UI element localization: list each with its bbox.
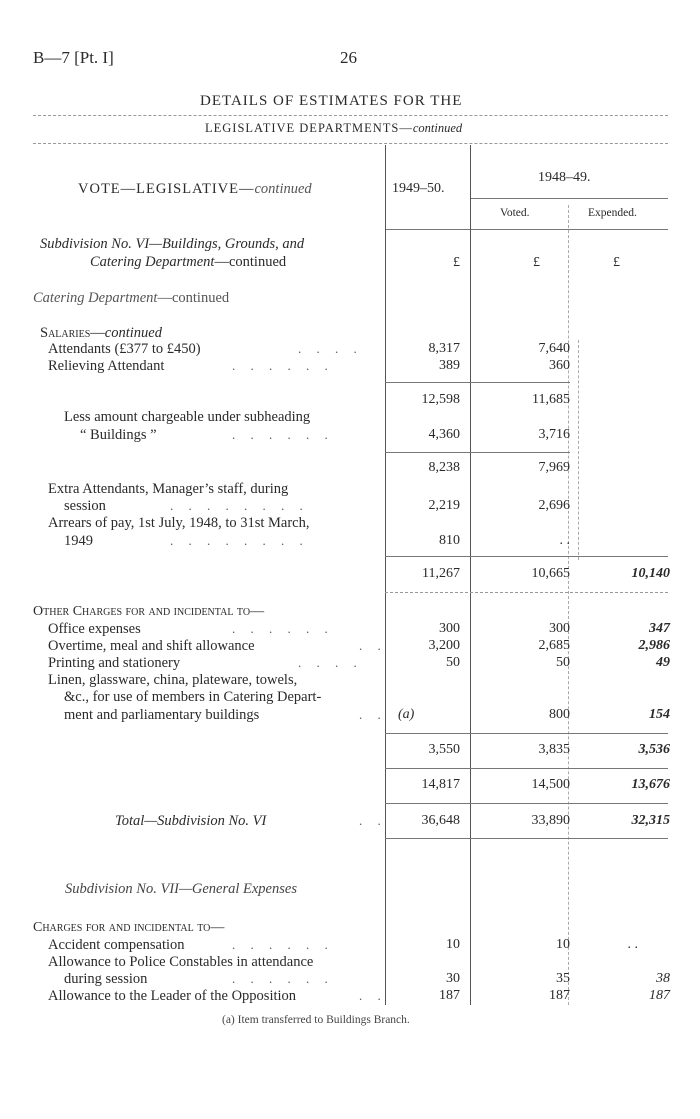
col-1948-header: 1948–49. [538, 170, 591, 185]
section-heading: Catering Department—continued [33, 290, 230, 306]
currency-symbol: £ [533, 255, 540, 270]
page-subtitle: LEGISLATIVE DEPARTMENTS—continued [205, 121, 463, 135]
divider [33, 115, 668, 116]
currency-symbol: £ [613, 255, 620, 270]
col-expended-header: Expended. [588, 207, 637, 219]
leader-dots: . . [359, 813, 387, 828]
column-rule [470, 145, 471, 1005]
row-label: 1949 [64, 533, 93, 549]
subdivision-heading: Subdivision No. VI—Buildings, Grounds, and [40, 236, 305, 252]
page-number: 26 [340, 48, 357, 67]
footnote: (a) Item transferred to Buildings Branch. [222, 1014, 410, 1026]
cell-1949: 8,238 [428, 460, 460, 475]
cell-voted: 33,890 [531, 813, 570, 828]
cell-1949: 187 [439, 988, 460, 1003]
cell-1949: 4,360 [428, 427, 460, 442]
total-label: Total—Subdivision No. VI [115, 813, 267, 829]
cell-expended: 32,315 [631, 813, 670, 828]
cell-1949: 11,267 [422, 566, 460, 581]
cell-voted: 187 [549, 988, 570, 1003]
row-label: ment and parliamentary buildings [64, 707, 260, 723]
cell-voted: . . [559, 533, 570, 548]
vote-heading: VOTE—LEGISLATIVE—continued [78, 181, 312, 197]
divider [385, 592, 668, 593]
cell-1949: 14,817 [421, 777, 460, 792]
leader-dots: . . . . . . [232, 971, 334, 986]
row-label: Extra Attendants, Manager’s staff, during [48, 481, 289, 497]
row-label: “ Buildings ” [80, 427, 157, 443]
leader-dots: . . . . . . . . [170, 498, 309, 513]
cell-voted: 10,665 [531, 566, 570, 581]
cell-voted: 14,500 [531, 777, 570, 792]
leader-dots: . . [359, 988, 387, 1003]
col-1949-header: 1949–50. [392, 181, 445, 196]
cell-1949: 810 [439, 533, 460, 548]
cell-voted: 11,685 [532, 392, 570, 407]
leader-dots: . . . . . . [232, 427, 334, 442]
row-label: Overtime, meal and shift allowance [48, 638, 255, 654]
row-label: Printing and stationery [48, 655, 181, 671]
row-label: Attendants (£377 to £450) [48, 341, 201, 357]
cell-1949: 389 [439, 358, 460, 373]
row-label: session [64, 498, 106, 514]
col-voted-header: Voted. [500, 207, 530, 219]
cell-voted: 360 [549, 358, 570, 373]
cell-expended: 2,986 [638, 638, 670, 653]
cell-expended: 13,676 [631, 777, 670, 792]
divider [385, 382, 570, 383]
cell-expended: 3,536 [638, 742, 670, 757]
cell-voted: 10 [556, 937, 570, 952]
column-rule [568, 205, 569, 1005]
group-heading: Other Charges for and incidental to— [33, 604, 265, 619]
cell-expended: 10,140 [631, 566, 670, 581]
cell-1949: (a) [398, 707, 415, 722]
divider [385, 229, 668, 230]
leader-dots: . . [359, 707, 387, 722]
subdivision-heading: Subdivision No. VII—General Expenses [65, 881, 297, 897]
row-label: Arrears of pay, 1st July, 1948, to 31st March, [48, 515, 310, 531]
cell-voted: 3,835 [538, 742, 570, 757]
leader-dots: . . . . [298, 341, 363, 356]
divider [385, 803, 668, 804]
divider [385, 733, 668, 734]
column-rule [385, 145, 386, 1005]
cell-1949: 2,219 [428, 498, 460, 513]
divider [470, 198, 668, 199]
group-heading: Salaries—continued [40, 325, 162, 341]
group-heading: Charges for and incidental to— [33, 920, 225, 935]
cell-1949: 30 [446, 971, 460, 986]
cell-voted: 2,696 [538, 498, 570, 513]
leader-dots: . . . . . . [232, 621, 334, 636]
cell-expended: 347 [649, 621, 670, 636]
leader-dots: . . . . . . . . [170, 533, 309, 548]
row-label: Office expenses [48, 621, 141, 637]
cell-1949: 3,200 [428, 638, 460, 653]
cell-voted: 800 [549, 707, 570, 722]
cell-1949: 12,598 [421, 392, 460, 407]
row-label: Allowance to Police Constables in attendance [48, 954, 314, 970]
cell-voted: 50 [556, 655, 570, 670]
cell-voted: 35 [556, 971, 570, 986]
cell-expended: . . [627, 937, 638, 952]
cell-expended: 154 [649, 707, 670, 722]
cell-expended: 187 [649, 988, 670, 1003]
cell-1949: 300 [439, 621, 460, 636]
page-title: DETAILS OF ESTIMATES FOR THE [200, 93, 463, 109]
row-label: Linen, glassware, china, plateware, towels, [48, 672, 298, 688]
row-label: during session [64, 971, 148, 987]
divider [385, 768, 668, 769]
document-reference: B—7 [Pt. I] [33, 48, 114, 67]
cell-1949: 3,550 [428, 742, 460, 757]
cell-voted: 7,969 [538, 460, 570, 475]
bracket-line [578, 340, 579, 560]
row-label: Relieving Attendant [48, 358, 165, 374]
cell-expended: 38 [656, 971, 670, 986]
cell-voted: 3,716 [538, 427, 570, 442]
row-label: Allowance to the Leader of the Opposition [48, 988, 297, 1004]
row-label: Less amount chargeable under subheading [64, 409, 311, 425]
cell-voted: 300 [549, 621, 570, 636]
cell-1949: 10 [446, 937, 460, 952]
cell-voted: 2,685 [538, 638, 570, 653]
currency-symbol: £ [453, 255, 460, 270]
row-label: &c., for use of members in Catering Depart- [64, 689, 322, 705]
cell-expended: 49 [656, 655, 670, 670]
divider [33, 143, 668, 144]
cell-voted: 7,640 [538, 341, 570, 356]
row-label: Accident compensation [48, 937, 185, 953]
cell-1949: 50 [446, 655, 460, 670]
divider [385, 452, 570, 453]
subdivision-heading-cont: Catering Department—continued [90, 254, 287, 270]
leader-dots: . . [359, 638, 387, 653]
cell-1949: 36,648 [421, 813, 460, 828]
divider [385, 838, 668, 839]
leader-dots: . . . . . . [232, 358, 334, 373]
cell-1949: 8,317 [428, 341, 460, 356]
divider [385, 556, 668, 557]
leader-dots: . . . . [298, 655, 363, 670]
leader-dots: . . . . . . [232, 937, 334, 952]
